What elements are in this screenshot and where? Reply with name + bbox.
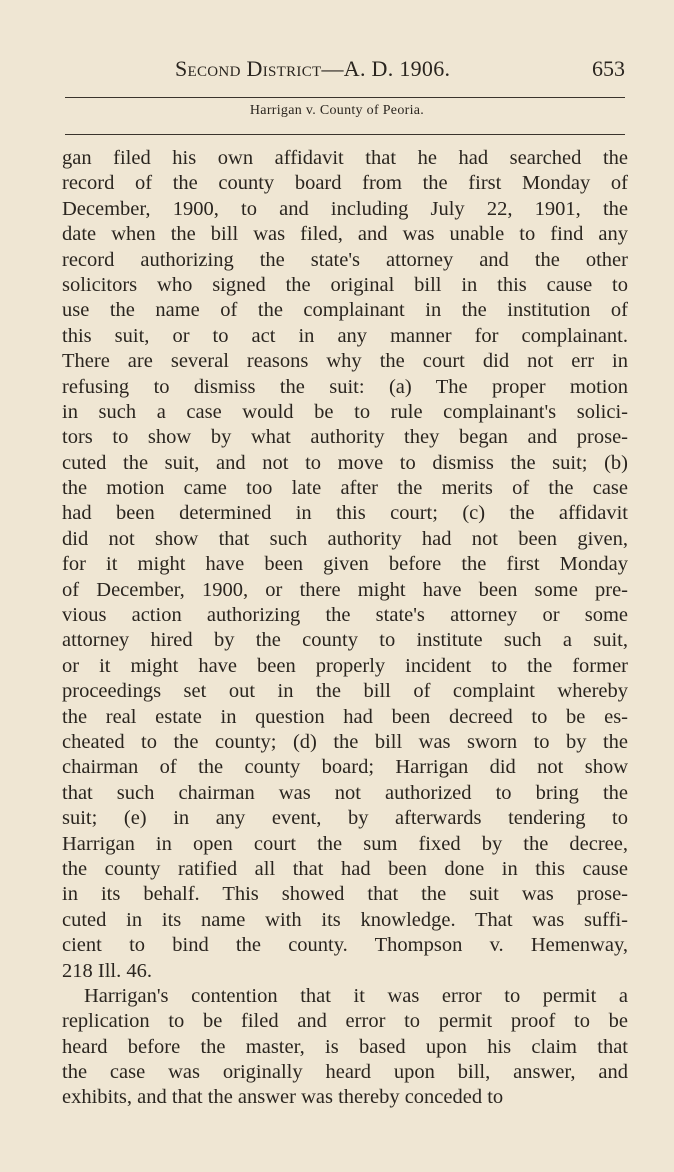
text-line: attorney hired by the county to institute such a suit,	[62, 629, 628, 652]
text-line: cheated to the county; (d) the bill was sworn to by the	[62, 730, 628, 753]
text-line: date when the bill was filed, and was unable to find any	[62, 223, 628, 246]
running-title: Second District—A. D. 1906.	[175, 56, 451, 81]
text-line: chairman of the county board; Harrigan did not show	[62, 756, 628, 779]
text-line: record of the county board from the first Monday of	[62, 172, 628, 195]
text-line: suit; (e) in any event, by afterwards tendering to	[62, 807, 628, 830]
text-line: that such chairman was not authorized to bring the	[62, 781, 628, 804]
text-line: solicitors who signed the original bill in this cause to	[62, 273, 628, 296]
text-line: There are several reasons why the court did not err in	[62, 350, 628, 373]
text-line: replication to be filed and error to permit proof to be	[62, 1010, 628, 1033]
text-line: the motion came too late after the merits of the case	[62, 477, 628, 500]
text-line: record authorizing the state's attorney and the other	[62, 248, 628, 271]
text-line: proceedings set out in the bill of complaint whereby	[62, 680, 628, 703]
text-line: Harrigan in open court the sum fixed by the decree,	[62, 832, 628, 855]
text-line: this suit, or to act in any manner for complainant.	[62, 324, 628, 347]
text-line: did not show that such authority had not been given,	[62, 527, 628, 550]
case-title: Harrigan v. County of Peoria.	[249, 103, 425, 118]
text-line: the real estate in question had been decreed to be es-	[62, 705, 628, 728]
text-line: gan filed his own affidavit that he had searched the	[62, 147, 628, 169]
text-line: use the name of the complainant in the institution of	[62, 299, 628, 322]
text-line: Harrigan's contention that it was error to permit a	[84, 984, 628, 1007]
text-line: had been determined in this court; (c) the affidavit	[62, 502, 628, 525]
text-line: refusing to dismiss the suit: (a) The proper motion	[62, 375, 628, 398]
body-text	[62, 146, 628, 1111]
text-line: 218 Ill. 46.	[62, 959, 152, 982]
text-line: the county ratified all that had been done in this cause	[62, 857, 628, 880]
header-rule	[65, 97, 625, 98]
text-line: cuted in its name with its knowledge. That was suffi-	[62, 908, 628, 931]
text-line: of December, 1900, or there might have been some pre-	[62, 578, 628, 601]
text-line: the case was originally heard upon bill, answer, and	[62, 1061, 628, 1084]
text-line: cuted the suit, and not to move to dismiss the suit; (b)	[62, 451, 628, 474]
text-line: in its behalf. This showed that the suit was prose-	[62, 883, 628, 906]
text-line: December, 1900, to and including July 22, 1901, the	[62, 197, 628, 220]
text-line: exhibits, and that the answer was thereby conceded to	[62, 1086, 504, 1109]
subheader-rule	[65, 134, 625, 135]
text-line: or it might have been properly incident to the former	[62, 654, 628, 677]
text-line: cient to bind the county. Thompson v. Hemenway,	[62, 934, 628, 957]
page-number: 653	[592, 56, 625, 81]
text-line: vious action authorizing the state's attorney or some	[62, 604, 628, 627]
text-line: heard before the master, is based upon his claim that	[62, 1035, 628, 1058]
text-line: tors to show by what authority they began and prose-	[62, 426, 628, 449]
text-line: for it might have been given before the first Monday	[62, 553, 628, 576]
text-line: in such a case would be to rule complainant's solici-	[62, 400, 628, 423]
